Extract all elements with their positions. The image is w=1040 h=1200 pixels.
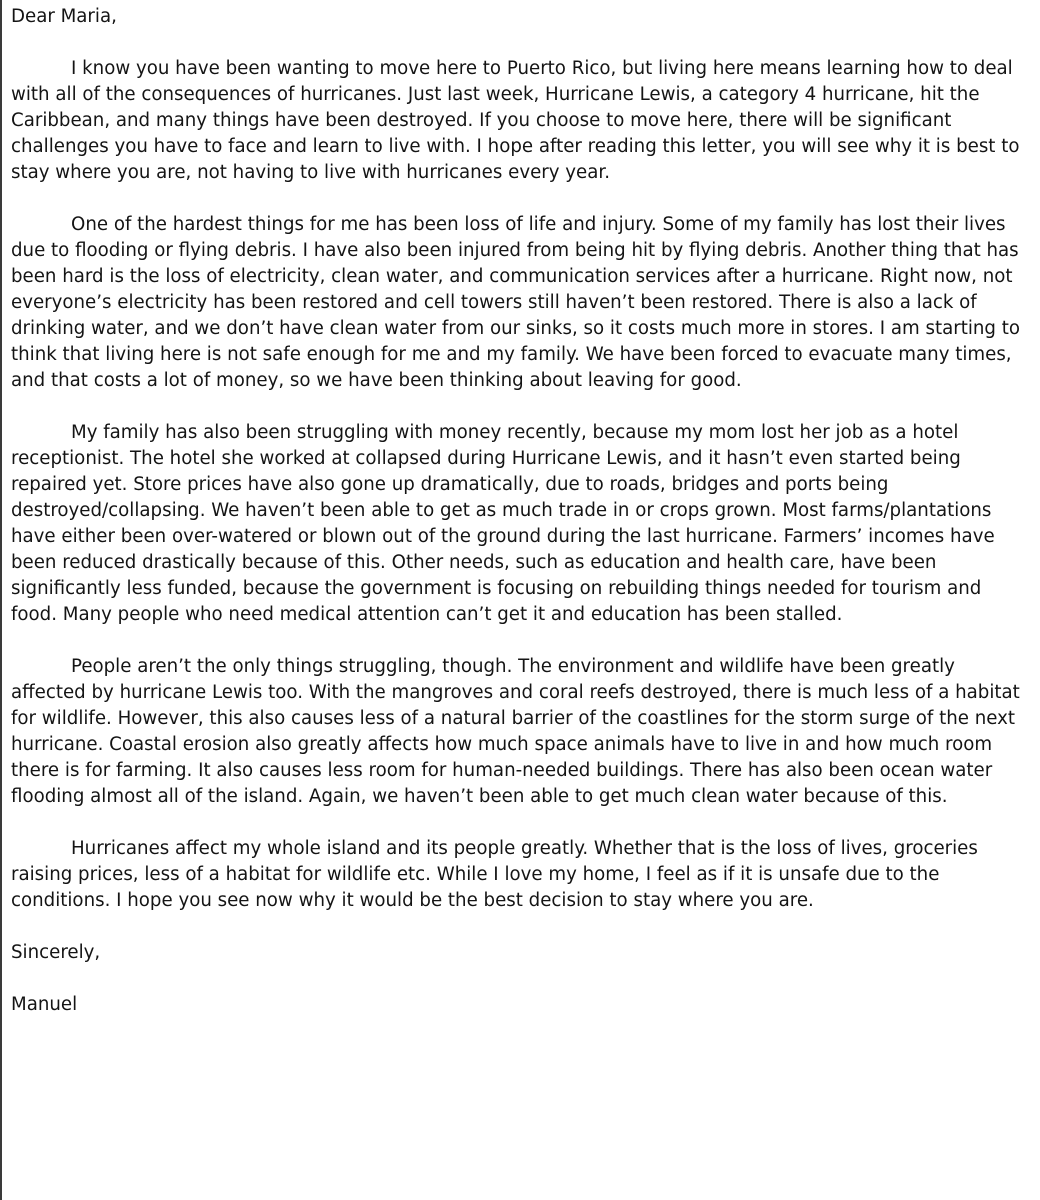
letter-paragraph-2: One of the hardest things for me has been loss of life and injury. Some of my family has lost their lives due to flooding or flying debris. I have also been injured from being hit by flying debris. Another thing that has been hard is the loss of electricity, clean water, and communication services after a hurricane. Right now, not everyone’s electricity has been restored and cell towers still haven’t been restored. There is also a lack of drinking water, and we don’t have clean water from our sinks, so it costs much more in stores. I am starting to think that living here is not safe enough for me and my family. We have been forced to evacuate many times, and that costs a lot of money, so we have been thinking about leaving for good. [11,214,1021,391]
letter-signature: Manuel [11,994,78,1015]
letter-body [11,0,1033,1018]
letter-paragraph-3: My family has also been struggling with money recently, because my mom lost her job as a hotel receptionist. The hotel she worked at collapsed during Hurricane Lewis, and it hasn’t even started being repaired yet. Store prices have also gone up dramatically, due to roads, bridges and ports being destroyed/collapsing. We haven’t been able to get as much trade in or crops grown. Most farms/plantations have either been over-watered or blown out of the ground during the last hurricane. Farmers’ incomes have been reduced drastically because of this. Other needs, such as education and health care, have been significantly less funded, because the government is focusing on rebuilding things needed for tourism and food. Many people who need medical attention can’t get it and education has been stalled. [11,422,995,625]
letter-paragraph-5: Hurricanes affect my whole island and its people greatly. Whether that is the loss of lives, groceries raising prices, less of a habitat for wildlife etc. While I love my home, I feel as if it is unsafe due to the conditions. I hope you see now why it would be the best decision to stay where you are. [11,838,978,911]
letter-paragraph-1: I know you have been wanting to move here to Puerto Rico, but living here means learning how to deal with all of the consequences of hurricanes. Just last week, Hurricane Lewis, a category 4 hurricane, hit the Caribbean, and many things have been destroyed. If you choose to move here, there will be significant challenges you have to face and learn to live with. I hope after reading this letter, you will see why it is best to stay where you are, not having to live with hurricanes every year. [11,58,1020,183]
letter-greeting: Dear Maria, [11,6,117,27]
letter-paragraph-4: People aren’t the only things struggling, though. The environment and wildlife have been greatly affected by hurricane Lewis too. With the mangroves and coral reefs destroyed, there is much less of a habitat for wildlife. However, this also causes less of a natural barrier of the coastlines for the storm surge of the next hurricane. Coastal erosion also greatly affects how much space animals have to live in and how much room there is for farming. It also causes less room for human-needed buildings. There has also been ocean water flooding almost all of the island. Again, we haven’t been able to get much clean water because of this. [11,656,1020,807]
letter-closing: Sincerely, [11,942,101,963]
